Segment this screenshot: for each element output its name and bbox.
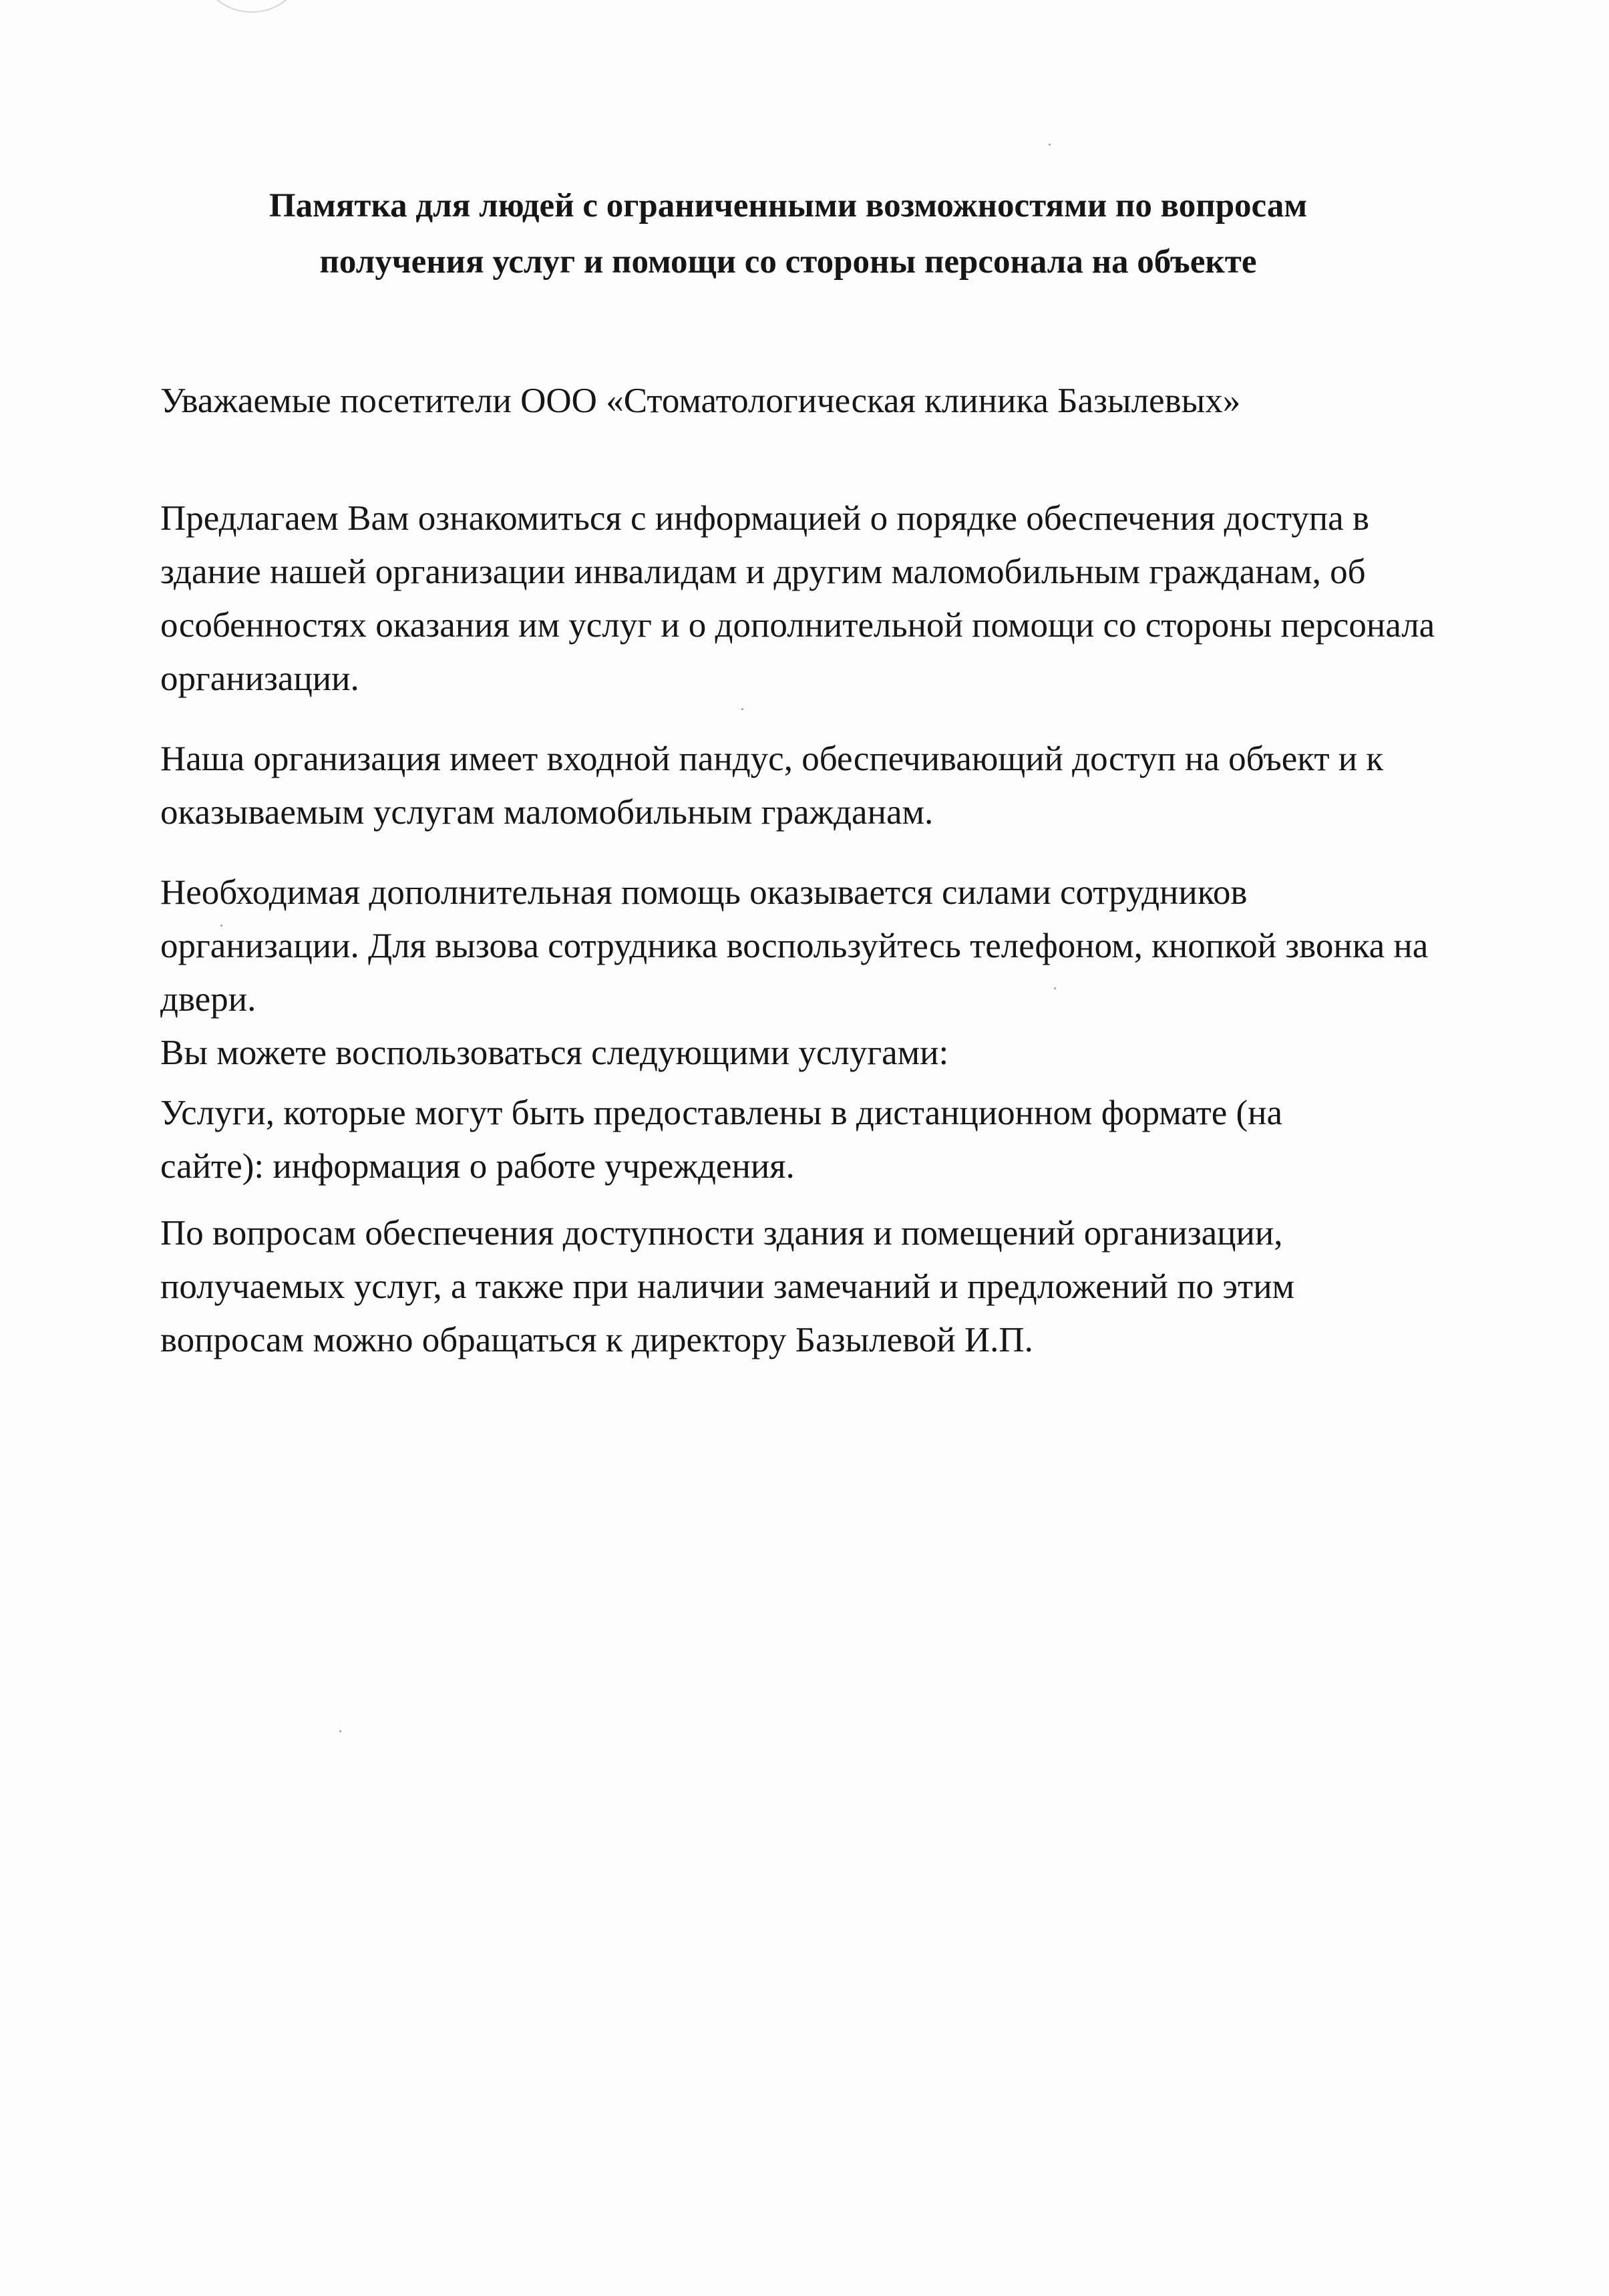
scan-speck — [741, 708, 743, 710]
paragraph-contact — [160, 1206, 1294, 1367]
text-line: оказываемым услугам маломобильным гражданам. — [160, 793, 934, 832]
greeting-line — [160, 374, 1240, 428]
text-line: Услуги, которые могут быть предоставлены в дистанционном формате (на — [160, 1094, 1283, 1132]
text-line: организации. — [160, 659, 359, 698]
scan-speck — [339, 1730, 341, 1732]
greeting-text: Уважаемые посетители ООО «Стоматологическая клиника Базылевых» — [160, 381, 1241, 420]
text-line: Предлагаем Вам ознакомиться с информацией о порядке обеспечения доступа в — [160, 499, 1369, 538]
text-line: получаемых услуг, а также при наличии замечаний и предложений по этим — [160, 1267, 1295, 1306]
scan-speck — [1054, 987, 1056, 989]
paragraph-help — [160, 866, 1428, 1026]
text-line: вопросам можно обращаться к директору Базылевой И.П. — [160, 1321, 1033, 1359]
paragraph-intro — [160, 492, 1435, 705]
text-line: сайте): информация о работе учреждения. — [160, 1147, 795, 1186]
text-line: двери. — [160, 980, 256, 1019]
document-title — [134, 178, 1443, 290]
scan-speck — [1049, 144, 1051, 146]
text-line: Вы можете воспользоваться следующими услугами: — [160, 1033, 949, 1072]
text-line: Необходимая дополнительная помощь оказывается силами сотрудников — [160, 873, 1248, 912]
text-line: организации. Для вызова сотрудника воспользуйтесь телефоном, кнопкой звонка на — [160, 927, 1429, 965]
text-line: здание нашей организации инвалидам и другим маломобильным гражданам, об — [160, 552, 1366, 591]
paragraph-services-remote — [160, 1086, 1282, 1193]
title-line: Памятка для людей с ограниченными возможностями по вопросам — [269, 187, 1308, 224]
title-line: получения услуг и помощи со стороны персонала на объекте — [319, 243, 1257, 281]
scan-artifact-arc — [200, 0, 303, 13]
text-line: По вопросам обеспечения доступности здания и помещений организации, — [160, 1214, 1283, 1253]
paragraph-ramp — [160, 732, 1383, 839]
scan-speck — [220, 925, 222, 927]
text-line: Наша организация имеет входной пандус, обеспечивающий доступ на объект и к — [160, 740, 1384, 778]
text-line: особенностях оказания им услуг и о дополнительной помощи со стороны персонала — [160, 606, 1435, 645]
paragraph-services-intro — [160, 1026, 948, 1080]
